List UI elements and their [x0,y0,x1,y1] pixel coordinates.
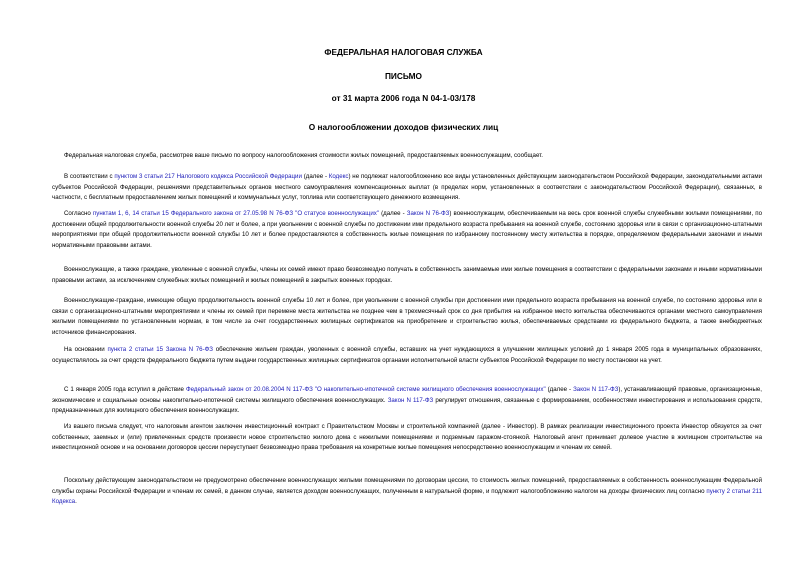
link-tax-code-art211[interactable]: пункту 2 статьи 211 Кодекса [52,487,762,506]
paragraph-text: (далее - [379,210,407,217]
document-type: ПИСЬМО [384,71,423,81]
paragraph-text: С 1 января 2005 года вступил в действие [64,386,186,393]
document-subject: О налогообложении доходов физических лиц [308,122,499,132]
link-law-76-fz-point2[interactable]: пункта 2 статьи 15 Закона N 76-ФЗ [107,346,214,353]
link-tax-code-art217[interactable]: пунктом 3 статьи 217 Налогового кодекса Российской Федерации [114,173,302,180]
paragraph-housing-provision [52,296,762,338]
paragraph-text: ), устанавливающий правовые, организационные, экономические и социальные основы накопительно-ипотечной системы жилищного обеспечения военнослужащих. [52,386,762,404]
paragraph-text: Поскольку действующим законодательством не предусмотрено обеспечение военнослужащих жилыми помещениями по договорам цессии, то стоимость жилых помещений, предоставляемых в собственность военнослужащим Федеральной службы охраны Российской Федерации и членам их семей, в данном случае, является доходом военнослужащих, полученным в натуральной форме, и подлежит налогообложению налогом на доходы физических лиц согласно [52,477,762,495]
paragraph-text: Федеральная налоговая служба, рассмотрев ваше письмо по вопросу налогообложения стоимости жилых помещений, предоставляемых военнослужащим, сообщает. [64,152,544,159]
agency-heading: ФЕДЕРАЛЬНАЯ НАЛОГОВАЯ СЛУЖБА [324,47,483,57]
paragraph-text: Военнослужащие, а также граждане, уволенные с военной службы, члены их семей имеют право безвозмездно получать в собственность занимаемые ими жилые помещения в соответствии с федеральными законами и иными нормативными правовыми актами, за исключением служебных жилых помещений и жилых помещений в закрытых военных городках. [52,266,762,284]
paragraph-text: (далее - [545,386,574,393]
paragraph-text: На основании [64,346,108,353]
paragraph-ownership-right [52,265,762,286]
paragraph-text: ) военнослужащим, обеспечиваемым на весь срок военной службы служебными жилыми помещениями, по достижении общей продолжительности военной службы 20 лет и более, а при увольнении с военной службы по достижении ими предельного возраста пребывания на военной службе, состоянию здоровья или в связи с организационно-штатными мероприятиями при общей продолжительности военной службы 10 лет и более предоставляются в собственность жилые помещения по избранному постоянному месту жительства в порядке, определяемом федеральными законами и иными нормативными правовыми актами. [52,210,762,249]
paragraph-tax-code [52,172,762,204]
link-law-76-fz-article15[interactable]: пунктам 1, 6, 14 статьи 15 Федерального закона от 27.05.98 N 76-ФЗ "О статусе военнослужащих" [92,210,380,217]
link-law-117-fz-full[interactable]: Федеральный закон от 20.08.2004 N 117-ФЗ "О накопительно-ипотечной системе жилищного обеспечения военнослужащих" [185,386,546,393]
paragraph-text: Согласно [64,210,93,217]
paragraph-intro [52,151,762,162]
paragraph-text: обеспечение жильем граждан, уволенных с военной службы, вставших на учет нуждающихся в улучшении жилищных условий до 1 января 2005 года в муниципальных образованиях, осуществлялось за счет средств федерального бюджета путем выдачи государственных жилищных сертификатов органами исполнительной власти субъектов Российской Федерации по месту постановки на учет. [52,346,762,364]
paragraph-law-76 [52,209,762,251]
paragraph-text: В соответствии с [64,173,115,180]
link-law-76-fz[interactable]: Закон N 76-ФЗ [406,210,450,217]
paragraph-text: регулирует отношения, связанные с формированием, особенностями инвестирования и использования средств, предназначенных для жилищного обеспечения военнослужащих. [52,396,762,415]
paragraph-text: Из вашего письма следует, что налоговым агентом заключен инвестиционный контракт с Правительством Москвы и строительной компанией (далее - Инвестор). В рамках реализации инвестиционного проекта Инвестор обязуется за счет собственных, заемных и (или) привлеченных средств произвести новое строительство жилого дома с нежилыми помещениями и подземным гаражом-стоянкой. Налоговый агент принимает долевое участие в жилищном строительстве на инвестиционной основе и на основании договоров цессии переуступает безвозмездно права требования на конкретные жилые помещения непосредственно военнослужащим и членам их семей. [52,423,762,452]
link-tax-code[interactable]: Кодекс [328,173,349,180]
paragraph-housing-certificates [52,345,762,366]
paragraph-conclusion [52,476,762,508]
link-law-117-fz-second[interactable]: Закон N 117-ФЗ [387,396,434,404]
paragraph-text: (далее - [301,173,329,180]
paragraph-law-117 [52,385,762,417]
paragraph-investment-contract [52,422,762,454]
paragraph-text: Военнослужащие-граждане, имеющие общую продолжительность военной службы 10 лет и более, при увольнении с военной службы при достижении ими предельного возраста пребывания на военной службе, по состоянию здоровья или в связи с организационно-штатными мероприятиями и члены их семей при перемене места жительства не позднее чем в трехмесячный срок со дня прибытия на избранное место жительства обеспечиваются органами местного самоуправления жилыми помещениями по установленным нормам, в том числе за счет государственных жилищных сертификатов на приобретение и строительство жилья, обеспечиваемых средствами из федерального бюджета, а также внебюджетных источников финансирования. [52,297,762,336]
document-date-number: от 31 марта 2006 года N 04-1-03/178 [331,93,476,103]
link-law-117-fz[interactable]: Закон N 117-ФЗ [573,386,619,393]
paragraph-text: ) не подлежат налогообложению все виды установленных действующим законодательством Российской Федерации, законодательными актами субъектов Российской Федерации, решениями представительных органов местного самоуправления компенсационных выплат (в пределах норм, установленных в соответствии с законодательством Российской Федерации), связанных, в частности, с бесплатным предоставлением жилых помещений и коммунальных услуг, топлива или соответствующего денежного возмещения. [52,173,762,202]
paragraph-text: . [75,498,77,506]
